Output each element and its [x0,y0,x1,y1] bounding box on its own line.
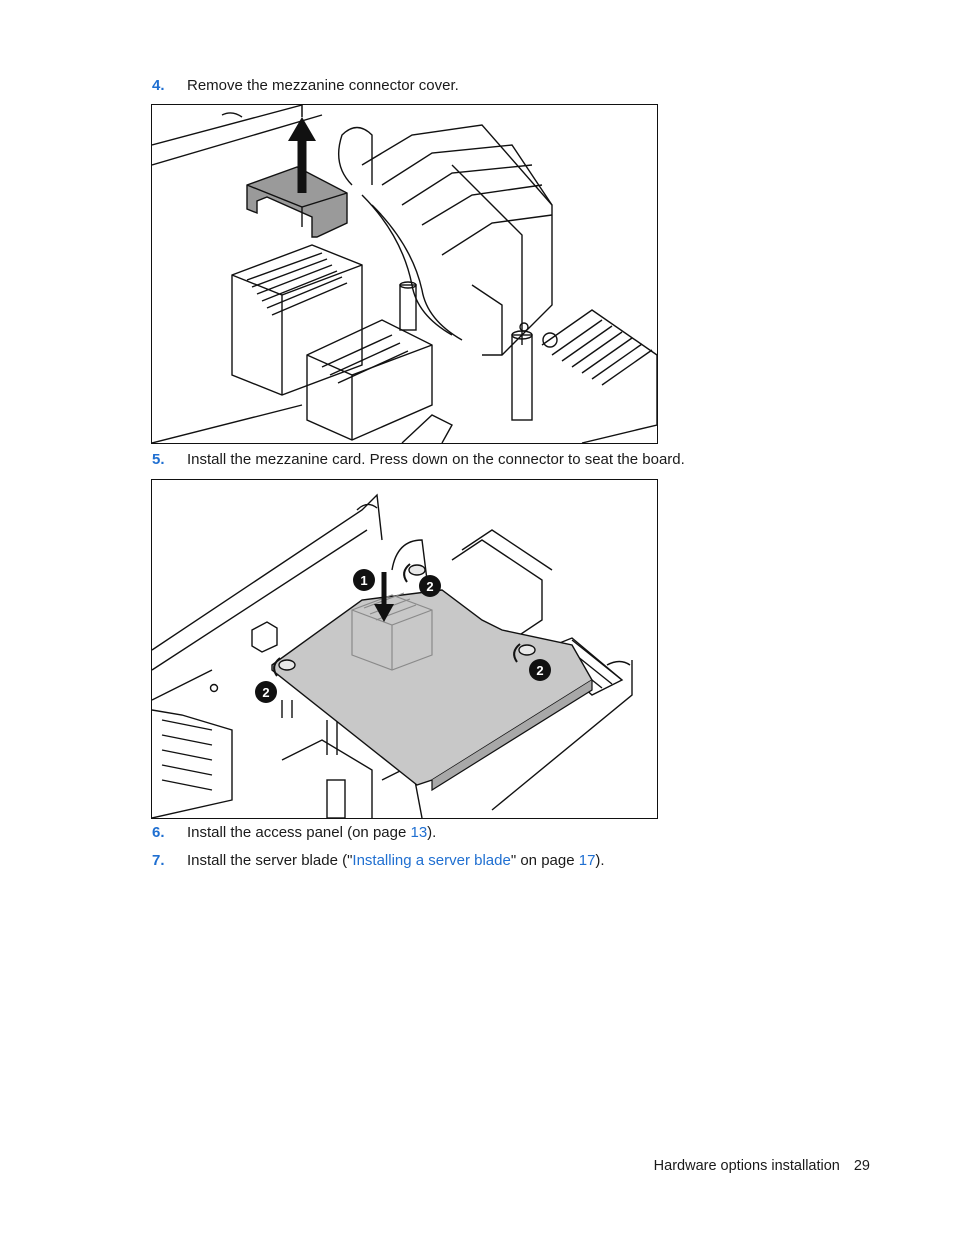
figure-remove-connector-cover [151,104,658,444]
callout-label: 2 [536,663,544,678]
callout-1 [353,569,375,591]
callout-label: 2 [262,685,270,700]
page-number: 29 [853,1158,870,1174]
step-text [187,852,605,870]
step-text: Remove the mezzanine connector cover. [187,77,459,94]
text-segment: ). [595,852,605,869]
text-segment: ). [427,824,437,841]
callout-2 [419,575,441,597]
step-number: 7. [152,852,165,869]
page-link[interactable]: 17 [578,852,596,869]
callout-2 [529,659,551,681]
illustration-remove-cover [152,105,657,443]
callout-label: 1 [360,573,368,588]
step-text: Install the mezzanine card. Press down on the connector to seat the board. [187,451,685,468]
page-footer [654,1158,870,1174]
callout-label: 2 [426,579,434,594]
step-text [187,824,436,842]
text-segment: Install the server blade (" [187,852,353,869]
illustration-install-card [152,480,657,818]
section-link[interactable]: Installing a server blade [352,852,511,869]
step-number: 6. [152,824,165,841]
step-number: 4. [152,77,165,94]
text-segment: " on page [510,852,579,869]
figure-install-mezzanine-card [151,479,658,819]
step-number: 5. [152,451,165,468]
callout-2 [255,681,277,703]
text-segment: Install the access panel (on page [187,824,411,841]
page-link[interactable]: 13 [410,824,428,841]
footer-section-title: Hardware options installation [653,1158,840,1174]
